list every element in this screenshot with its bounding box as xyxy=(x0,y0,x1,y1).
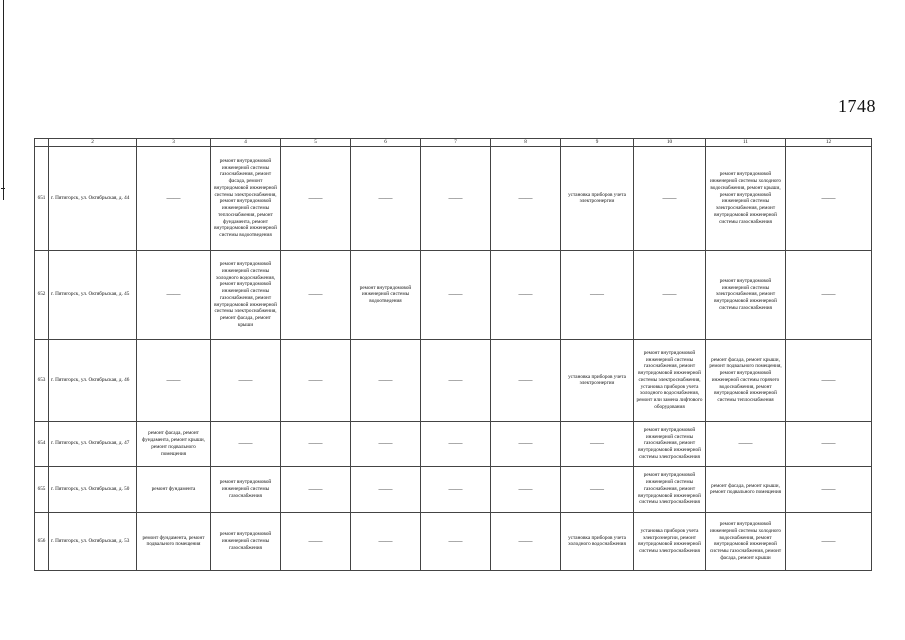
column-number xyxy=(35,139,49,147)
address-cell: г. Пятигорск, ул. Октябрьская, д. 44 xyxy=(49,146,137,250)
cell-col-10: установка приборов учета электроэнергии, ремонт внутридомовой инженерной системы электроснабжения xyxy=(634,512,706,570)
cell-col-4: ремонт внутридомовой инженерной системы газоснабжения xyxy=(211,512,281,570)
row-number: 656 xyxy=(35,512,49,570)
cell-col-11: —— xyxy=(706,421,786,466)
cell-col-3: —— xyxy=(137,146,211,250)
cell-col-3: ремонт фундамента xyxy=(137,466,211,512)
cell-col-6: —— xyxy=(351,466,421,512)
row-number: 652 xyxy=(35,250,49,339)
address-cell: г. Пятигорск, ул. Октябрьская, д. 46 xyxy=(49,339,137,421)
cell-col-11: ремонт внутридомовой инженерной системы электроснабжения, ремонт внутридомовой инженерной системы газоснабжения xyxy=(706,250,786,339)
table-row xyxy=(35,421,872,466)
cell-col-11: ремонт фасада, ремонт крыши, ремонт подвального помещения xyxy=(706,466,786,512)
cell-col-4: ремонт внутридомовой инженерной системы газоснабжения xyxy=(211,466,281,512)
column-number: 6 xyxy=(351,139,421,147)
cell-col-6: —— xyxy=(351,421,421,466)
table-row xyxy=(35,512,872,570)
column-number: 5 xyxy=(281,139,351,147)
cell-col-9: установка приборов учета электроэнергии xyxy=(561,146,634,250)
cell-col-11: ремонт внутридомовой инженерной системы холодного водоснабжения, ремонт крыши, ремонт внутридомовой инженерной системы электроснабжения, ремонт внутридомовой инженерной системы газоснабжения xyxy=(706,146,786,250)
table-row xyxy=(35,466,872,512)
cell-col-12: —— xyxy=(786,339,872,421)
cell-col-11: ремонт внутридомовой инженерной системы холодного водоснабжения, ремонт внутридомовой инженерной системы газоснабжения, ремонт фасада, ремонт крыши xyxy=(706,512,786,570)
cell-col-10: ремонт внутридомовой инженерной системы газоснабжения, ремонт внутридомовой инженерной системы электроснабжения xyxy=(634,421,706,466)
address-cell: г. Пятигорск, ул. Октябрьская, д. 50 xyxy=(49,466,137,512)
cell-col-5: —— xyxy=(281,421,351,466)
column-number: 3 xyxy=(137,139,211,147)
cell-col-7: —— xyxy=(421,146,491,250)
left-margin-tick xyxy=(1,188,5,189)
repair-schedule-table xyxy=(34,138,872,571)
cell-col-10: —— xyxy=(634,250,706,339)
cell-col-7: —— xyxy=(421,512,491,570)
cell-col-9: установка приборов учета холодного водоснабжения xyxy=(561,512,634,570)
cell-col-10: ремонт внутридомовой инженерной системы газоснабжения, ремонт внутридомовой инженерной системы электроснабжения xyxy=(634,466,706,512)
address-cell: г. Пятигорск, ул. Октябрьская, д. 47 xyxy=(49,421,137,466)
row-number: 653 xyxy=(35,339,49,421)
cell-col-4: —— xyxy=(211,421,281,466)
cell-col-12: —— xyxy=(786,512,872,570)
cell-col-3: —— xyxy=(137,339,211,421)
cell-col-9: установка приборов учета электроэнергии xyxy=(561,339,634,421)
cell-col-12: —— xyxy=(786,421,872,466)
cell-col-8: —— xyxy=(491,512,561,570)
cell-col-8: —— xyxy=(491,250,561,339)
row-number: 654 xyxy=(35,421,49,466)
cell-col-4: ремонт внутридомовой инженерной системы газоснабжения, ремонт фасада, ремонт внутридомовой инженерной системы электроснабжения, ремонт внутридомовой инженерной системы теплоснабжения, ремонт фундамента, ремонт внутридомовой инженерной системы водоотведения xyxy=(211,146,281,250)
row-number: 651 xyxy=(35,146,49,250)
cell-col-7: —— xyxy=(421,421,491,466)
address-cell: г. Пятигорск, ул. Октябрьская, д. 53 xyxy=(49,512,137,570)
column-number-header xyxy=(35,139,872,147)
cell-col-12: —— xyxy=(786,146,872,250)
cell-col-9: —— xyxy=(561,466,634,512)
address-cell: г. Пятигорск, ул. Октябрьская, д. 45 xyxy=(49,250,137,339)
cell-col-3: —— xyxy=(137,250,211,339)
cell-col-6: —— xyxy=(351,146,421,250)
cell-col-5: —— xyxy=(281,250,351,339)
cell-col-5: —— xyxy=(281,512,351,570)
cell-col-10: ремонт внутридомовой инженерной системы газоснабжения, ремонт внутридомовой инженерной системы электроснабжения, установка приборов учета холодного водоснабжения, ремонт или замена лифтового оборудования xyxy=(634,339,706,421)
cell-col-7: —— xyxy=(421,466,491,512)
cell-col-8: —— xyxy=(491,146,561,250)
cell-col-12: —— xyxy=(786,466,872,512)
table-row xyxy=(35,250,872,339)
column-number: 2 xyxy=(49,139,137,147)
cell-col-5: —— xyxy=(281,339,351,421)
cell-col-4: —— xyxy=(211,339,281,421)
column-number: 7 xyxy=(421,139,491,147)
cell-col-9: —— xyxy=(561,421,634,466)
column-number: 12 xyxy=(786,139,872,147)
cell-col-3: ремонт фасада, ремонт фундамента, ремонт крыши, ремонт подвального помещения xyxy=(137,421,211,466)
left-margin-line xyxy=(3,0,4,200)
page-number: 1748 xyxy=(838,96,876,116)
cell-col-5: —— xyxy=(281,146,351,250)
column-number: 9 xyxy=(561,139,634,147)
table-row xyxy=(35,146,872,250)
cell-col-12: —— xyxy=(786,250,872,339)
cell-col-6: —— xyxy=(351,512,421,570)
cell-col-6: —— xyxy=(351,339,421,421)
column-number: 11 xyxy=(706,139,786,147)
cell-col-7: —— xyxy=(421,250,491,339)
cell-col-4: ремонт внутридомовой инженерной системы холодного водоснабжения, ремонт внутридомовой инженерной системы газоснабжения, ремонт внутридомовой инженерной системы электроснабжения, ремонт фасада, ремонт крыши xyxy=(211,250,281,339)
table-row xyxy=(35,339,872,421)
cell-col-3: ремонт фундамента, ремонт подвального помещения xyxy=(137,512,211,570)
column-number: 4 xyxy=(211,139,281,147)
cell-col-5: —— xyxy=(281,466,351,512)
column-number: 8 xyxy=(491,139,561,147)
cell-col-8: —— xyxy=(491,421,561,466)
column-number: 10 xyxy=(634,139,706,147)
cell-col-8: —— xyxy=(491,339,561,421)
cell-col-8: —— xyxy=(491,466,561,512)
cell-col-11: ремонт фасада, ремонт крыши, ремонт подвального помещения, ремонт внутридомовой инженерной системы горячего водоснабжения, ремонт внутридомовой инженерной системы теплоснабжения xyxy=(706,339,786,421)
cell-col-10: —— xyxy=(634,146,706,250)
cell-col-6: ремонт внутридомовой инженерной системы водоотведения xyxy=(351,250,421,339)
row-number: 655 xyxy=(35,466,49,512)
cell-col-7: —— xyxy=(421,339,491,421)
cell-col-9: —— xyxy=(561,250,634,339)
